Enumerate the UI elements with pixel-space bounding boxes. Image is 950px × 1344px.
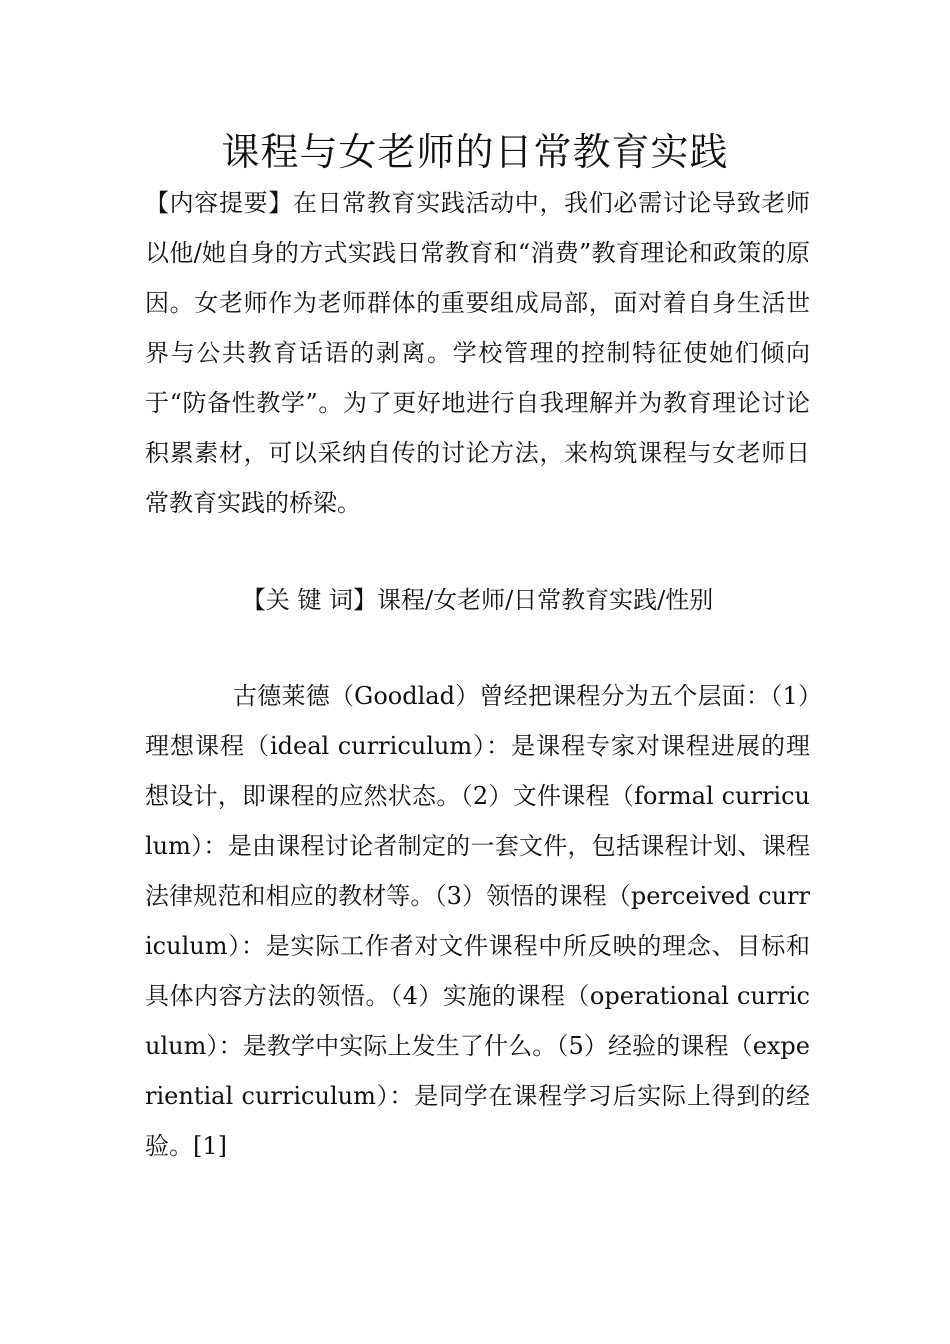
document-title: 课程与女老师的日常教育实践	[221, 130, 729, 174]
keywords-line: 【关 键 词】课程/女老师/日常教育实践/性别	[241, 586, 714, 614]
abstract-paragraph: 【内容提要】在日常教育实践活动中，我们必需讨论导致老师以他/她自身的方式实践日常教育和“消费”教育理论和政策的原因。女老师作为老师群体的重要组成局部，面对着自身生活世界与公共教育话语的剥离。学校管理的控制特征使她们倾向于“防备性教学”。为了更好地进行自我理解并为教育理论讨论积累素材，可以采纳自传的讨论方法，来构筑课程与女老师日常教育实践的桥梁。	[145, 189, 810, 517]
body-paragraph: 古德莱德（Goodlad）曾经把课程分为五个层面：（1）理想课程（ideal curriculum）：是课程专家对课程进展的理想设计，即课程的应然状态。（2）文件课程（formal curriculum）：是由课程讨论者制定的一套文件，包括课程计划、课程法律规范和相应的教材等。（3）领悟的课程（perceived curriculum）：是实际工作者对文件课程中所反映的理念、目标和具体内容方法的领悟。（4）实施的课程（operational curriculum）：是教学中实际上发生了什么。（5）经验的课程（experiential curriculum）：是同学在课程学习后实际上得到的经验。[1]	[145, 682, 810, 1160]
